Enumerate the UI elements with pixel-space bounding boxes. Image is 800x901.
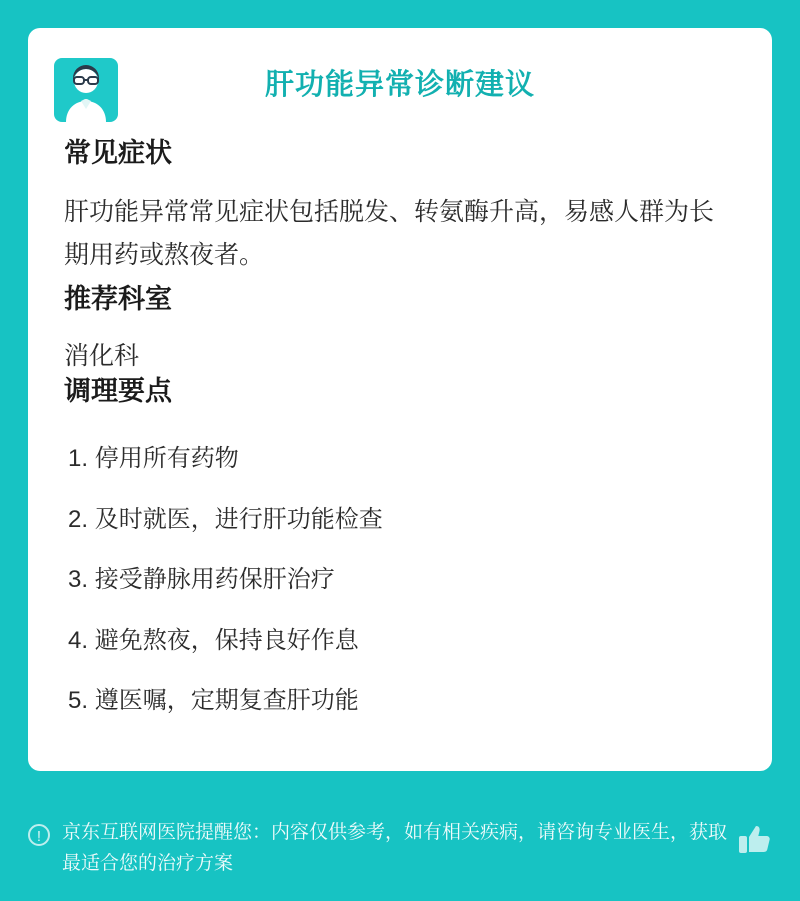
- footer-disclaimer: [28, 818, 772, 879]
- thumbs-up-icon[interactable]: [738, 822, 772, 856]
- list-item: 接受静脉用药保肝治疗: [94, 566, 335, 594]
- care-heading: 调理要点: [64, 376, 172, 407]
- list-item: 避免熬夜，保持良好作息: [94, 626, 359, 654]
- list-item: 及时就医，进行肝功能检查: [94, 505, 383, 533]
- department-heading: 推荐科室: [64, 284, 172, 315]
- symptoms-text: 肝功能异常常见症状包括脱发、转氨酶升高，易感人群为长期用药或熬夜者。: [64, 198, 715, 270]
- doctor-avatar-icon: [54, 58, 118, 122]
- page-title: 肝功能异常诊断建议: [264, 69, 535, 101]
- symptoms-heading: 常见症状: [64, 137, 172, 168]
- list-item: 遵医嘱，定期复查肝功能: [94, 687, 359, 715]
- footer-text: 京东互联网医院提醒您：内容仅供参考，如有相关疾病，请咨询专业医生，获取最适合您的治疗方案: [62, 822, 728, 874]
- department-value: 消化科: [64, 341, 140, 370]
- list-item: 停用所有药物: [94, 445, 239, 473]
- advice-card: [28, 28, 772, 771]
- care-points-list: [64, 429, 736, 731]
- info-icon: !: [28, 824, 50, 846]
